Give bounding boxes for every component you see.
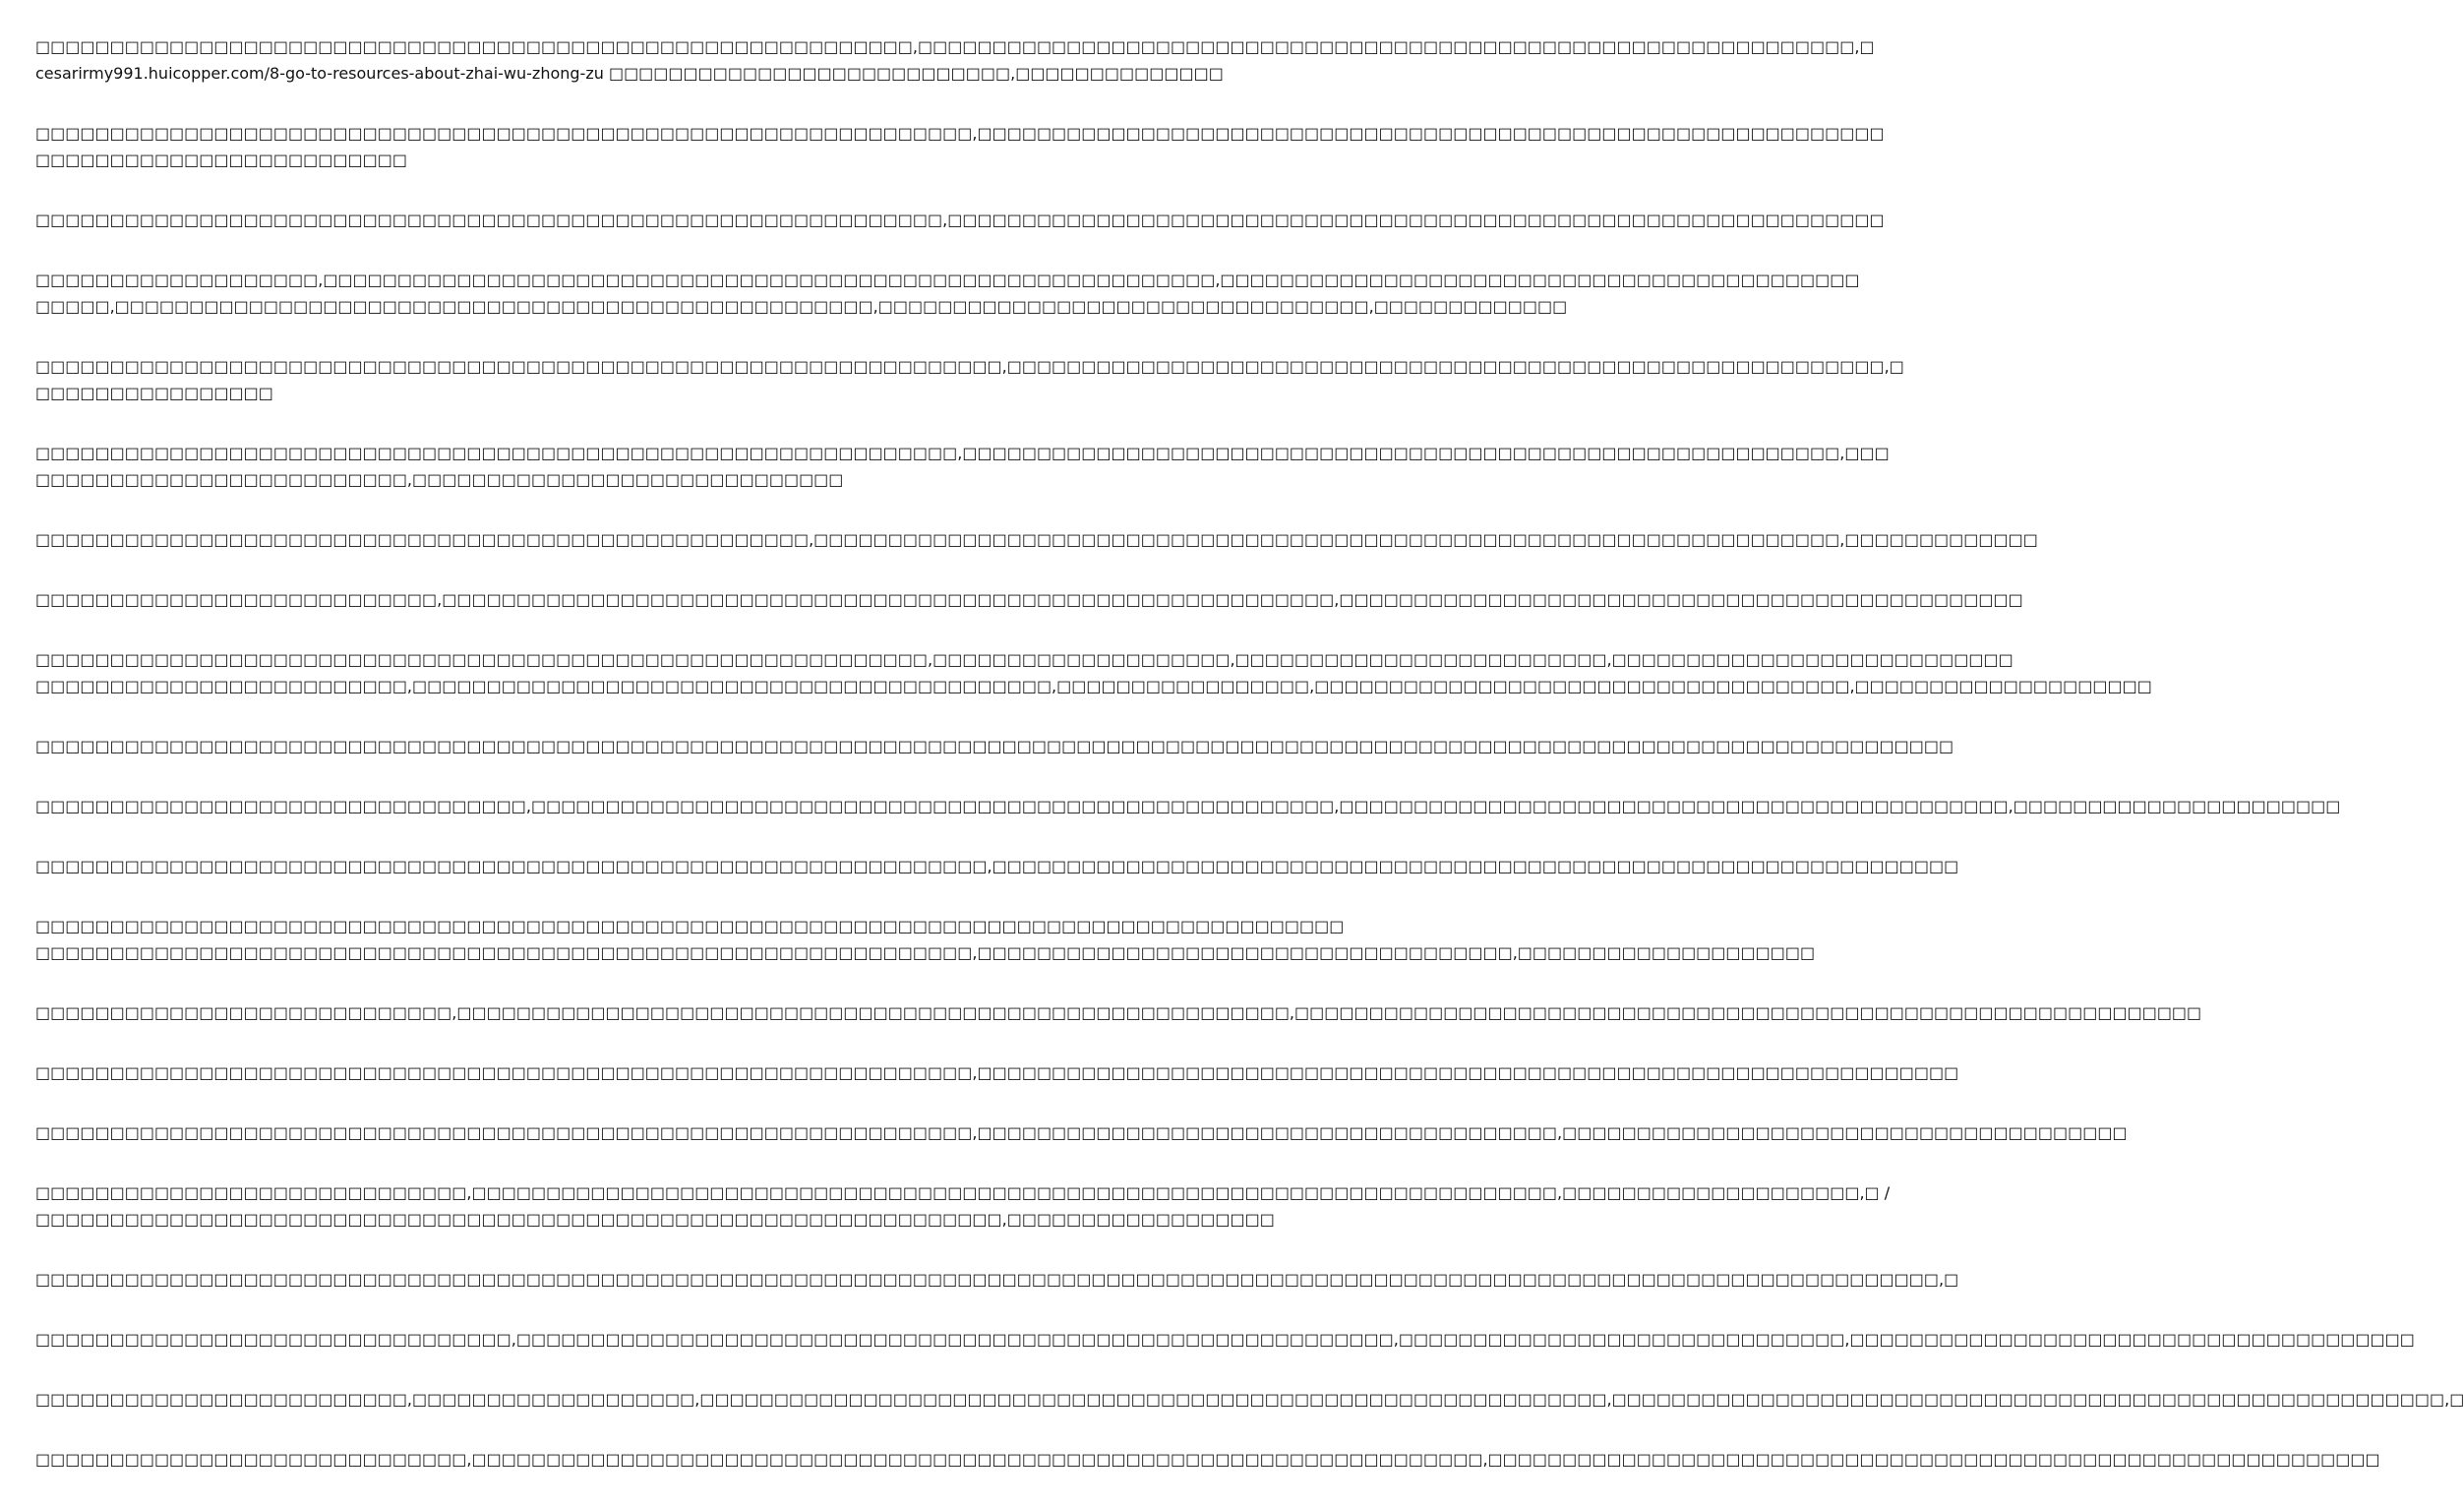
paragraph-line: □□□□□□□□□□□□□□□□□□□□□□□□□□□□□□□□□□□□□□□□□□□□□□□□□□□□□□□□□□□□□□,□□□□□□□□□□□□□□□□□□□□□□□□□□□□□□□□□□□□□□□□□□□□□□□□□□□□□□□□□□□,□□□ <box>35 444 1890 462</box>
paragraph-3 <box>35 207 1885 233</box>
paragraph-line: □□□□□□□□□□□□□□□□□□□□□□□□□□□□□□□□□□□□□□□□□□□□□□□□□□□□□□□□□□□□□□□□,□□□□□□□□□□□□□□□□□□□□□□□□□□□□□□□□□□□□□□□□□□□□□□□□□□□□□□□□□□□□□□□□□ <box>35 857 1959 875</box>
paragraph-line: □□□□□□□□□□□□□□□□□□□□□□□□□□□□□,□□□□□□□□□□□□□□□□□□□□□□□□□□□□□□□□□□□□□□□□□□□□□□□□□□□□□□□□□□□□□□□□□□□□□□□□□,□□□□□□□□□□□□□□□□□□□□,□ / <box>35 1183 1891 1202</box>
paragraph-7 <box>35 526 2038 553</box>
paragraph-line: □□□□□□□□□□□□□□□□□□□□□□□□□,□□□□□□□□□□□□□□□□□□□□□□□□□□□□□ <box>35 470 844 489</box>
paragraph-line: □□□□□□□□□□□□□□□□□□□□□□□□□□□□□□□□□□□□□□□□□□□□□□□□□□□□□□□□□□□□□□□□□,□□□□□□□□□□□□□□□□□□□□□□□□□□□□□□□□□□□□□□□□□□□□□□□□□□□□□□□□□□□,□ <box>35 357 1904 376</box>
paragraph-21 <box>35 1446 2380 1473</box>
paragraph-2 <box>35 120 1885 173</box>
paragraph-text: □□□□□□□□□□□□□□□□□□□□□□□□□□□,□□□□□□□□□□□□□□ <box>603 64 1224 83</box>
paragraph-line: □□□□□□□□□□□□□□□□□□□,□□□□□□□□□□□□□□□□□□□□□□□□□□□□□□□□□□□□□□□□□□□□□□□□□□□□□□□□□□□□,□□□□□□□□□□□□□□□□□□□□□□□□□□□□□□□□□□□□□□□□□□□ <box>35 271 1860 289</box>
paragraph-line: □□□□□□□□□□□□□□□□□□□□□□□□□□□□□□□□□□□□□□□□□□□□□□□□□□□□□□□□□□□□□□□,□□□□□□□□□□□□□□□□□□□□□□□□□□□□□□□□□□□□,□□□□□□□□□□□□□□□□□□□□ <box>35 943 1816 962</box>
paragraph-6 <box>35 440 1890 493</box>
paragraph-line: □□□□□□□□□□□□□□□□□□□□□□□□□□□□□□□□□□□□□□□□□□□□□□□□□□□□□□□□□□□□□□□,□□□□□□□□□□□□□□□□□□□□□□□□□□□□□□□□□□□□□□□□□□□□□□□□□□□□□□□□□□□□□ <box>35 124 1885 143</box>
paragraph-line: □□□□□□□□□□□□□□□□□□□□□□□□□□□□□□□□□□□□□□□□□□□□□□□□□□□□□□□□□□□□,□□□□□□□□□□□□□□□□□□□□,□□□□□□□□□□□□□□□□□□□□□□□□□,□□□□□□□□□□□□□□□□□□□□□□□□□□□ <box>35 650 2013 669</box>
paragraph-line: □□□□□,□□□□□□□□□□□□□□□□□□□□□□□□□□□□□□□□□□□□□□□□□□□□□□□□□□□,□□□□□□□□□□□□□□□□□□□□□□□□□□□□□□□□□,□□□□□□□□□□□□□ <box>35 297 1568 316</box>
paragraph-10 <box>35 733 1954 759</box>
paragraph-line: □□□□□□□□□□□□□□□□□□□□□□□□□□□□□□□□□□□□□□□□□□□□□□□□□□□□□□□□□□□□□□□□□□□□□□□□□□□□□□□□□□□□□□□□□□□□□□□□□□□□□□□□□□□□□□□□□□□□□□□□□□□□□□□□□ <box>35 737 1954 755</box>
paragraph-4 <box>35 267 1860 320</box>
paragraph-line: □□□□□□□□□□□□□□□□□□□□□□□□□□□,□□□□□□□□□□□□□□□□□□□□□□□□□□□□□□□□□□□□□□□□□□□□□□□□□□□□□□□□□□□□,□□□□□□□□□□□□□□□□□□□□□□□□□□□□□□□□□□□□□□□□□□□□□□ <box>35 590 2023 609</box>
paragraph-8 <box>35 586 2023 613</box>
paragraph-20 <box>35 1386 2464 1413</box>
paragraph-5 <box>35 353 1904 406</box>
paragraph-line: □□□□□□□□□□□□□□□□□□□□□□□□□ <box>35 151 407 169</box>
paragraph-13 <box>35 913 1816 966</box>
document-body <box>35 33 2464 1506</box>
paragraph-line: □□□□□□□□□□□□□□□□□□□□□□□□□□□□□□□□□□□□□□□□□□□□□□□□□□□□□□□□□□□□□□□,□□□□□□□□□□□□□□□□□□□□□□□□□□□□□□□□□□□□□□□□□□□□□□□□□□□□□□□□□□□□□□□□□□ <box>35 1063 1959 1082</box>
paragraph-line: □□□□□□□□□□□□□□□□□□□□□□□□□□□□□□□□□□□□□□□□□□□□□□□□□□□□,□□□□□□□□□□□□□□□□□□□□□□□□□□□□□□□□□□□□□□□□□□□□□□□□□□□□□□□□□□□□□□□□□□□□□,□□□□□□□□□□□□□ <box>35 530 2038 549</box>
paragraph-line <box>35 60 1224 87</box>
paragraph-15 <box>35 1059 1959 1086</box>
paragraph-line: □□□□□□□□□□□□□□□□□□□□□□□□□□□□□□□□□□□□□□□□□□□□□□□□□□□□□□□□□□□□□□□□□□□□□□□□□□□□□□□□□□□□□□□□□□□□□□□□□□□□□□□□□□□□□□□□□□□□□□□□□□□□□□□□,□ <box>35 1270 1959 1289</box>
paragraph-9 <box>35 646 2152 699</box>
paragraph-12 <box>35 853 1959 879</box>
paragraph-line: □□□□□□□□□□□□□□□□ <box>35 384 273 402</box>
paragraph-line: □□□□□□□□□□□□□□□□□□□□□□□□□□□□□□□□□□□□□□□□□□□□□□□□□□□□□□□□□□□□□□□□□,□□□□□□□□□□□□□□□□□□ <box>35 1210 1275 1229</box>
paragraph-19 <box>35 1326 2415 1353</box>
paragraph-line: □□□□□□□□□□□□□□□□□□□□□□□□□□□□□□□□□□□□□□□□□□□□□□□□□□□□□□□□□□□□□□□□□□□□□□□□□□□□□□□□□□□□□□□□ <box>35 917 1345 935</box>
paragraph-18 <box>35 1266 1959 1293</box>
paragraph-line: □□□□□□□□□□□□□□□□□□□□□□□□□□□□□,□□□□□□□□□□□□□□□□□□□□□□□□□□□□□□□□□□□□□□□□□□□□□□□□□□□□□□□□□□□□□□□□□□□□,□□□□□□□□□□□□□□□□□□□□□□□□□□□□□□□□□□□□□□□□□□□□□□□□□□□□□□□□□□□□ <box>35 1450 2380 1469</box>
paragraph-line: □□□□□□□□□□□□□□□□□□□□□□□□□□□□□□□□□□□□□□□□□□□□□□□□□□□□□□□□□□□,□□□□□□□□□□□□□□□□□□□□□□□□□□□□□□□□□□□□□□□□□□□□□□□□□□□□□□□□□□□□□□□,□ <box>35 37 1875 56</box>
paragraph-16 <box>35 1119 2128 1146</box>
paragraph-1 <box>35 33 1875 87</box>
paragraph-line: □□□□□□□□□□□□□□□□□□□□□□□□□□□□□□□□,□□□□□□□□□□□□□□□□□□□□□□□□□□□□□□□□□□□□□□□□□□□□□□□□□□□□□□□□□□□,□□□□□□□□□□□□□□□□□□□□□□□□□□□□□□,□□□□□□□□□□□□□□□□□□□□□□□□□□□□□□□□□□□□□□ <box>35 1330 2415 1349</box>
paragraph-14 <box>35 999 2202 1026</box>
inline-link[interactable]: cesarirmy991.huicopper.com/8-go-to-resources-about-zhai-wu-zhong-zu <box>35 64 604 83</box>
paragraph-11 <box>35 793 2341 819</box>
paragraph-line: □□□□□□□□□□□□□□□□□□□□□□□□□□□□□□□□□□□□□□□□□□□□□□□□□□□□□□□□□□□□□,□□□□□□□□□□□□□□□□□□□□□□□□□□□□□□□□□□□□□□□□□□□□□□□□□□□□□□□□□□□□□□□ <box>35 211 1885 229</box>
paragraph-line: □□□□□□□□□□□□□□□□□□□□□□□□□,□□□□□□□□□□□□□□□□□□□□□□□□□□□□□□□□□□□□□□□□□□□,□□□□□□□□□□□□□□□□□,□□□□□□□□□□□□□□□□□□□□□□□□□□□□□□□□□□□□,□□□□□□□□□□□□□□□□□□□□ <box>35 677 2152 695</box>
paragraph-line: □□□□□□□□□□□□□□□□□□□□□□□□□□□□□□□□□□□□□□□□□□□□□□□□□□□□□□□□□□□□□□□,□□□□□□□□□□□□□□□□□□□□□□□□□□□□□□□□□□□□□□□,□□□□□□□□□□□□□□□□□□□□□□□□□□□□□□□□□□□□□□ <box>35 1123 2128 1142</box>
paragraph-line: □□□□□□□□□□□□□□□□□□□□□□□□□,□□□□□□□□□□□□□□□□□□□,□□□□□□□□□□□□□□□□□□□□□□□□□□□□□□□□□□□□□□□□□□□□□□□□□□□□□□□□□□□□□,□□□□□□□□□□□□□□□□□□□□□□□□□□□□□□□□□□□□□□□□□□□□□□□□□□□□□□□□,□ <box>35 1390 2464 1409</box>
paragraph-line: □□□□□□□□□□□□□□□□□□□□□□□□□□□□□□□□□,□□□□□□□□□□□□□□□□□□□□□□□□□□□□□□□□□□□□□□□□□□□□□□□□□□□□□□,□□□□□□□□□□□□□□□□□□□□□□□□□□□□□□□□□□□□□□□□□□□□□,□□□□□□□□□□□□□□□□□□□□□□ <box>35 797 2341 815</box>
paragraph-line: □□□□□□□□□□□□□□□□□□□□□□□□□□□□,□□□□□□□□□□□□□□□□□□□□□□□□□□□□□□□□□□□□□□□□□□□□□□□□□□□□□□□□,□□□□□□□□□□□□□□□□□□□□□□□□□□□□□□□□□□□□□□□□□□□□□□□□□□□□□□□□□□□□□ <box>35 1003 2202 1022</box>
paragraph-17 <box>35 1179 1891 1233</box>
